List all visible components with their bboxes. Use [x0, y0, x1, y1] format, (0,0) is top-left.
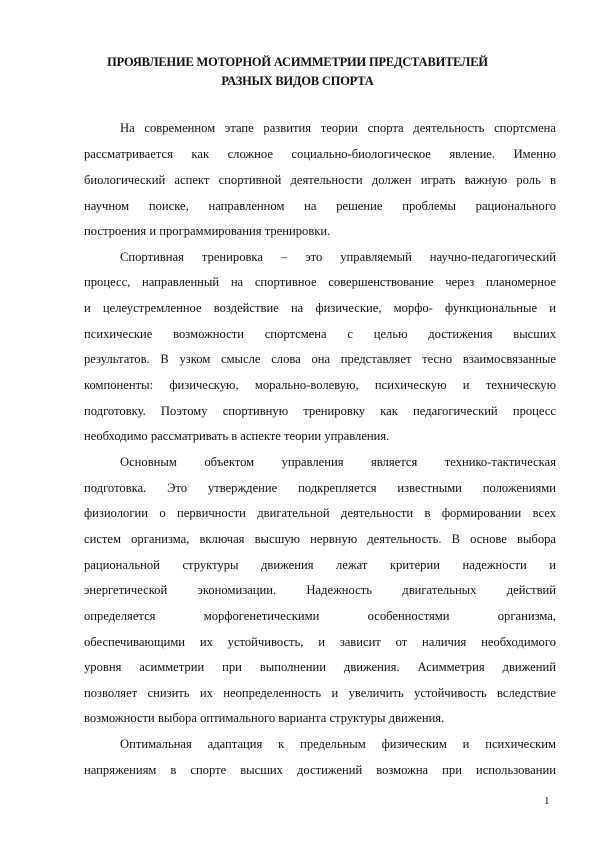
text-line: энергетической экономизации. Надежность двигательных действий	[84, 583, 556, 597]
document-title-line-1: ПРОЯВЛЕНИЕ МОТОРНОЙ АСИММЕТРИИ ПРЕДСТАВИТЕЛЕЙ	[107, 55, 488, 69]
text-line: компоненты: физическую, морально-волевую, психическую и техническую	[84, 378, 556, 392]
text-line: рассматривается как сложное социально-биологическое явление. Именно	[84, 147, 556, 161]
text-line: подготовка. Это утверждение подкрепляется известными положениями	[84, 481, 556, 495]
text-line: процесс, направленный на спортивное совершенствование через планомерное	[84, 275, 556, 289]
text-line: рациональной структуры движения лежат критерии надежности и	[84, 558, 556, 572]
text-line: необходимо рассматривать в аспекте теории управления.	[84, 429, 390, 443]
text-line: определяется морфогенетическими особенностями организма,	[84, 609, 556, 623]
text-line: напряжениям в спорте высших достижений возможна при использовании	[84, 763, 556, 777]
text-line: возможности выбора оптимального варианта структуры движения.	[84, 711, 445, 725]
text-line: построения и программирования тренировки.	[84, 224, 331, 238]
document-title-line-2: РАЗНЫХ ВИДОВ СПОРТА	[221, 74, 374, 88]
text-line: систем организма, включая высшую нервную деятельность. В основе выбора	[84, 532, 556, 546]
text-line: психические возможности спортсмена с целью достижения высших	[84, 327, 556, 341]
text-line: результатов. В узком смысле слова она представляет тесно взаимосвязанные	[84, 352, 556, 366]
text-line: Оптимальная адаптация к предельным физическим и психическим	[120, 737, 556, 751]
text-line: позволяет снизить их неопределенность и увеличить устойчивость вследствие	[84, 686, 556, 700]
text-line: Основным объектом управления является технико-тактическая	[120, 455, 556, 469]
text-line: и целеустремленное воздействие на физические, морфо- функциональные и	[84, 301, 556, 315]
text-line: На современном этапе развития теории спорта деятельность спортсмена	[120, 121, 556, 135]
text-line: биологический аспект спортивной деятельности должен играть важную роль в	[84, 173, 556, 187]
text-line: научном поиске, направленном на решение проблемы рационального	[84, 199, 556, 213]
text-line: Спортивная тренировка – это управляемый научно-педагогический	[120, 250, 556, 264]
page-number: 1	[544, 795, 550, 807]
text-line: физиологии о первичности двигательной деятельности в формировании всех	[84, 506, 556, 520]
text-line: обеспечивающими их устойчивость, и зависит от наличия необходимого	[84, 635, 556, 649]
text-line: уровня асимметрии при выполнении движения. Асимметрия движений	[84, 660, 556, 674]
text-line: подготовку. Поэтому спортивную тренировку как педагогический процесс	[84, 404, 556, 418]
